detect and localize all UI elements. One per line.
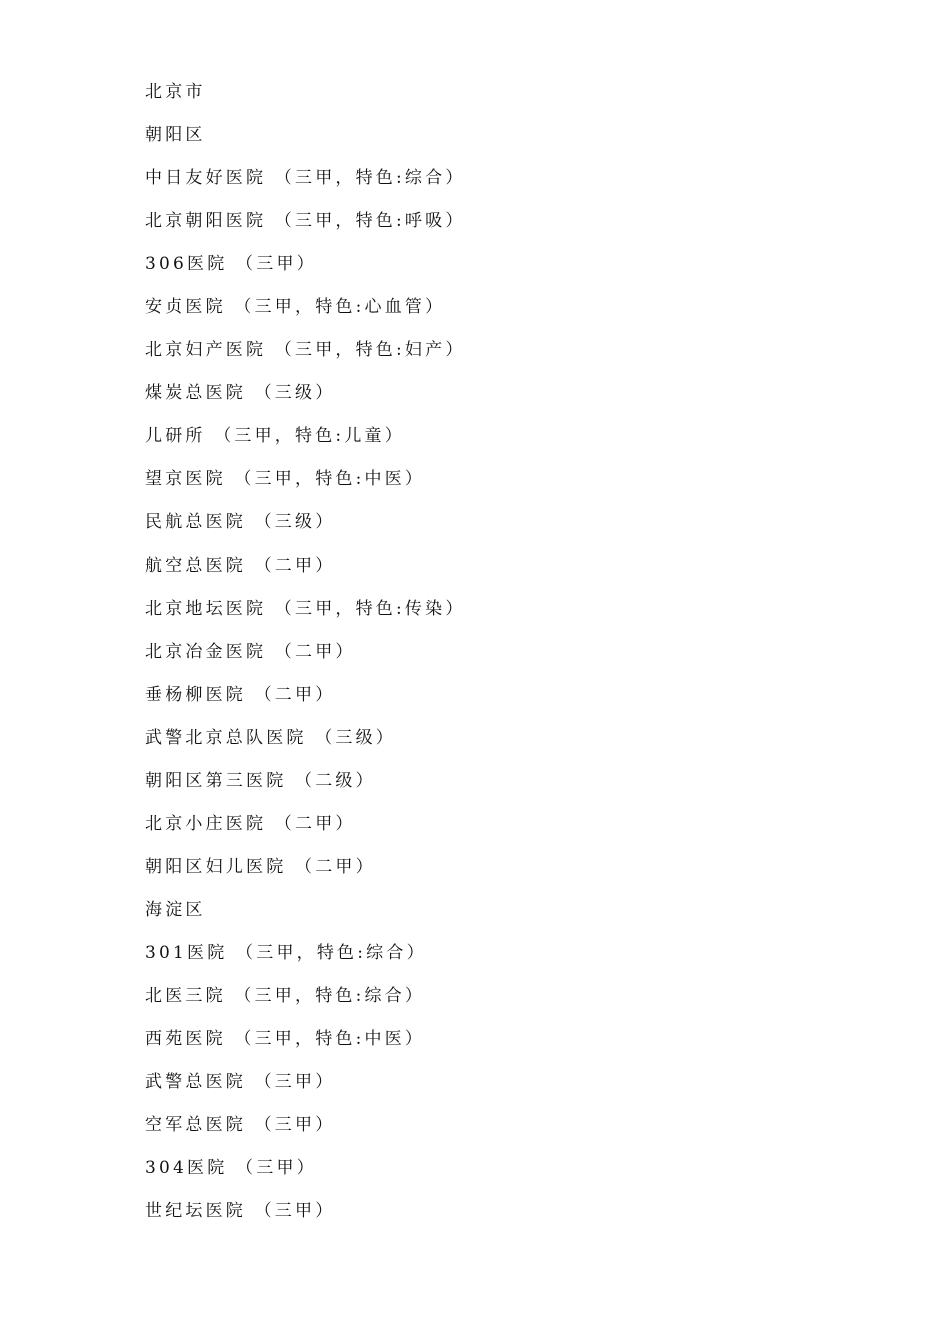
hospital-entry: 民航总医院 （三级） (145, 512, 336, 533)
hospital-entry: 西苑医院 （三甲，特色:中医） (145, 1029, 426, 1050)
city-heading: 北京市 (145, 82, 206, 102)
hospital-entry: 北医三院 （三甲，特色:综合） (145, 985, 426, 1006)
district-heading-chaoyang: 朝阳区 (145, 125, 206, 146)
hospital-entry: 北京小庄医院 （二甲） (145, 813, 356, 834)
hospital-entry: 世纪坛医院 （三甲） (145, 1201, 336, 1222)
hospital-entry: 朝阳区第三医院 （二级） (145, 770, 376, 791)
hospital-entry: 301医院 （三甲，特色:综合） (145, 942, 427, 963)
hospital-entry: 北京妇产医院 （三甲，特色:妇产） (145, 340, 466, 361)
hospital-entry: 空军总医院 （三甲） (145, 1115, 336, 1136)
document-page (145, 78, 905, 1240)
hospital-entry: 北京朝阳医院 （三甲，特色:呼吸） (145, 211, 466, 232)
hospital-entry: 朝阳区妇儿医院 （二甲） (145, 856, 376, 877)
hospital-entry: 航空总医院 （二甲） (145, 555, 336, 576)
hospital-entry: 北京地坛医院 （三甲，特色:传染） (145, 598, 466, 619)
hospital-entry: 北京冶金医院 （二甲） (145, 641, 356, 662)
hospital-entry: 306医院 （三甲） (145, 254, 317, 275)
hospital-entry: 安贞医院 （三甲，特色:心血管） (145, 297, 446, 318)
hospital-entry: 望京医院 （三甲，特色:中医） (145, 469, 426, 490)
hospital-entry: 武警总医院 （三甲） (145, 1072, 336, 1093)
hospital-entry: 武警北京总队医院 （三级） (145, 727, 397, 748)
hospital-entry: 煤炭总医院 （三级） (145, 383, 336, 404)
district-heading-haidian: 海淀区 (145, 899, 206, 920)
hospital-entry: 304医院 （三甲） (145, 1158, 317, 1179)
hospital-entry: 儿研所 （三甲，特色:儿童） (145, 426, 405, 447)
hospital-entry: 垂杨柳医院 （二甲） (145, 684, 336, 705)
hospital-entry: 中日友好医院 （三甲，特色:综合） (145, 168, 466, 189)
